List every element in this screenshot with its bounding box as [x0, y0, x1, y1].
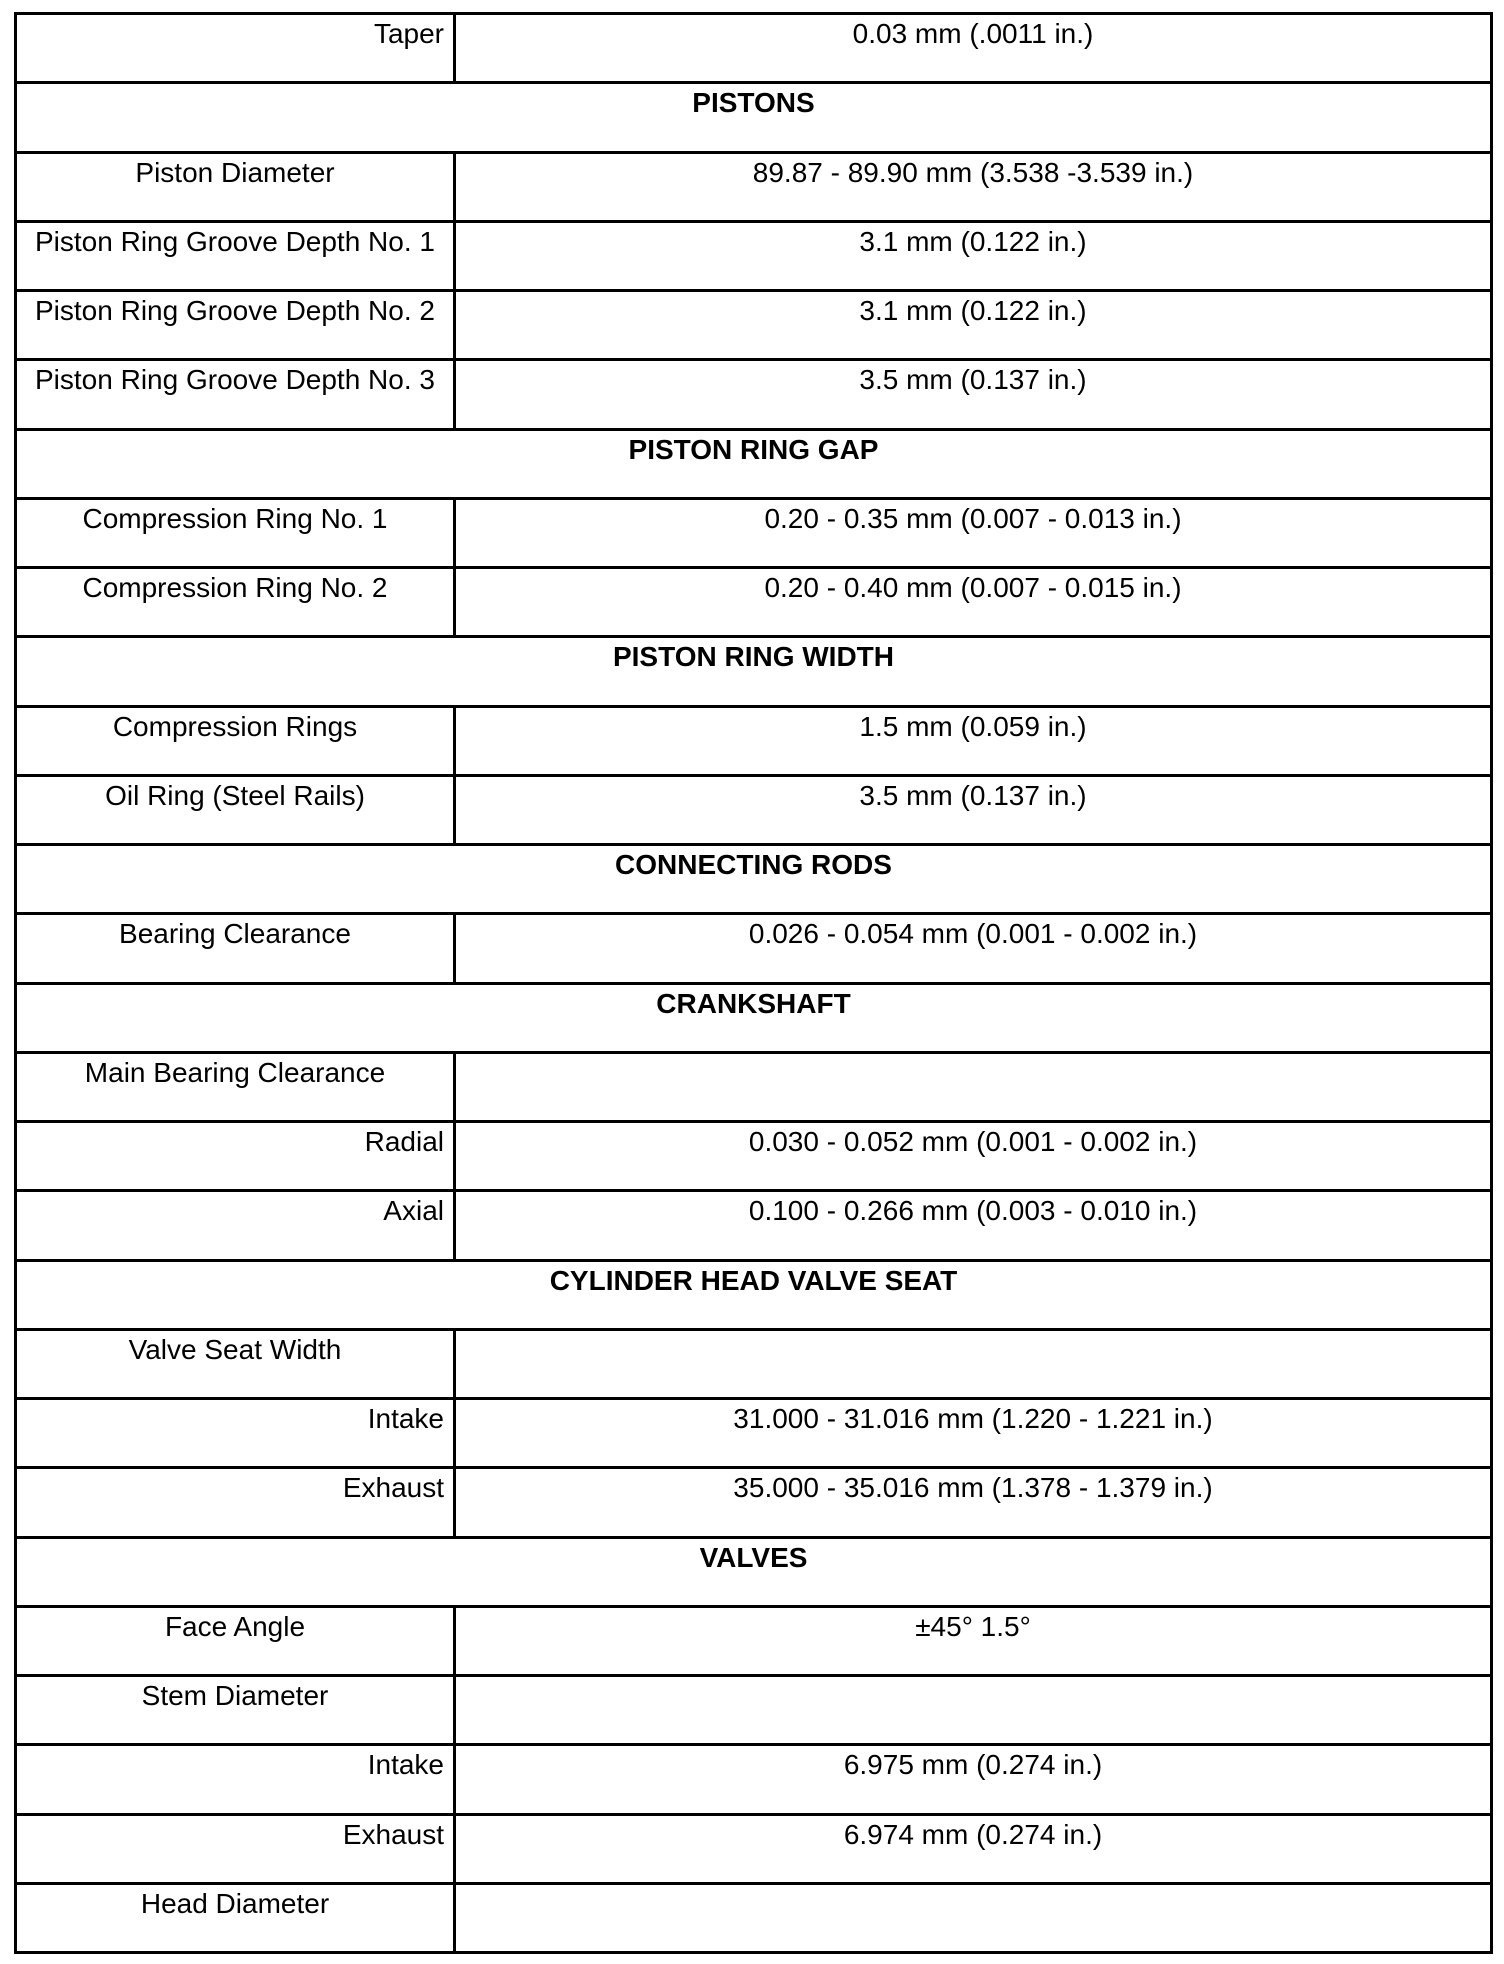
spec-value: 0.030 - 0.052 mm (0.001 - 0.002 in.)	[748, 1126, 1198, 1157]
spec-row	[16, 1676, 1492, 1745]
spec-row	[16, 498, 1492, 567]
section-title-text: CRANKSHAFT	[656, 987, 851, 1019]
spec-value: 35.000 - 35.016 mm (1.378 - 1.379 in.)	[733, 1472, 1213, 1504]
spec-label: Piston Diameter	[135, 156, 335, 188]
section-title	[16, 845, 1492, 914]
spec-value-cell	[455, 291, 1492, 360]
spec-label-cell	[16, 360, 455, 429]
spec-value: 0.20 - 0.35 mm (0.007 - 0.013 in.)	[764, 502, 1182, 534]
spec-label-cell	[16, 291, 455, 360]
section-title-text: CONNECTING RODS	[615, 849, 892, 880]
spec-label: Piston Ring Groove Depth No. 1	[35, 225, 435, 257]
spec-row	[16, 568, 1492, 637]
spec-value-cell	[455, 1606, 1492, 1675]
section-header-row	[16, 429, 1492, 498]
section-title-text: PISTON RING WIDTH	[612, 641, 895, 673]
spec-value: 0.100 - 0.266 mm (0.003 - 0.010 in.)	[748, 1195, 1198, 1227]
spec-table-body	[16, 14, 1492, 1953]
section-header-row	[16, 1537, 1492, 1606]
spec-label: Oil Ring (Steel Rails)	[105, 779, 365, 811]
spec-label: Radial	[364, 1126, 444, 1157]
spec-label: Axial	[383, 1195, 444, 1227]
spec-label-cell	[16, 568, 455, 637]
spec-value-cell	[455, 914, 1492, 983]
spec-value-cell	[455, 1191, 1492, 1260]
spec-row	[16, 1883, 1492, 1952]
spec-label: Compression Rings	[112, 710, 358, 742]
spec-label: Stem Diameter	[141, 1680, 329, 1711]
spec-value-cell	[455, 706, 1492, 775]
spec-value: 0.03 mm (.0011 in.)	[852, 18, 1094, 49]
spec-value	[456, 1677, 1490, 1680]
section-title-text: PISTON RING GAP	[628, 433, 879, 465]
spec-label: Valve Seat Width	[128, 1333, 342, 1365]
spec-value-cell	[455, 1468, 1492, 1537]
section-title	[16, 83, 1492, 152]
section-title-text: CYLINDER HEAD VALVE SEAT	[549, 1264, 958, 1296]
spec-value-cell	[455, 775, 1492, 844]
spec-row	[16, 360, 1492, 429]
section-header-row	[16, 637, 1492, 706]
spec-value: 1.5 mm (0.059 in.)	[859, 710, 1087, 742]
spec-row	[16, 1191, 1492, 1260]
spec-label-cell	[16, 775, 455, 844]
spec-table	[14, 12, 1493, 1954]
spec-row	[16, 1745, 1492, 1814]
spec-label-cell	[16, 1745, 455, 1814]
section-title	[16, 1537, 1492, 1606]
spec-label: Intake	[367, 1403, 444, 1434]
spec-label-cell	[16, 1052, 455, 1121]
section-title-text: PISTONS	[692, 87, 815, 119]
spec-value-cell	[455, 1745, 1492, 1814]
spec-row	[16, 1399, 1492, 1468]
spec-value: ±45° 1.5°	[915, 1610, 1031, 1642]
spec-value-cell	[455, 14, 1492, 83]
section-title	[16, 429, 1492, 498]
spec-value: 6.975 mm (0.274 in.)	[843, 1749, 1103, 1781]
spec-value	[456, 1054, 1490, 1057]
spec-row	[16, 914, 1492, 983]
spec-label: Head Diameter	[140, 1887, 330, 1919]
spec-label-cell	[16, 1468, 455, 1537]
spec-value-cell	[455, 221, 1492, 290]
spec-value: 89.87 - 89.90 mm (3.538 -3.539 in.)	[752, 156, 1194, 188]
spec-value	[456, 1885, 1490, 1888]
spec-value-cell	[455, 498, 1492, 567]
spec-label-cell	[16, 1399, 455, 1468]
section-header-row	[16, 983, 1492, 1052]
spec-value-cell	[455, 1329, 1492, 1398]
spec-value: 3.1 mm (0.122 in.)	[859, 225, 1087, 257]
spec-label-cell	[16, 1122, 455, 1191]
spec-label: Taper	[373, 18, 444, 49]
spec-label-cell	[16, 914, 455, 983]
spec-row	[16, 1329, 1492, 1398]
spec-label: Face Angle	[164, 1610, 306, 1642]
spec-label: Bearing Clearance	[119, 918, 351, 950]
spec-value-cell	[455, 568, 1492, 637]
spec-value: 31.000 - 31.016 mm (1.220 - 1.221 in.)	[733, 1403, 1213, 1434]
spec-label: Exhaust	[342, 1818, 444, 1850]
spec-label-cell	[16, 1814, 455, 1883]
spec-value: 0.026 - 0.054 mm (0.001 - 0.002 in.)	[748, 918, 1198, 950]
spec-row	[16, 1122, 1492, 1191]
spec-label-cell	[16, 1676, 455, 1745]
spec-label-cell	[16, 221, 455, 290]
spec-label-cell	[16, 1606, 455, 1675]
spec-row	[16, 706, 1492, 775]
spec-label-cell	[16, 706, 455, 775]
spec-row	[16, 14, 1492, 83]
spec-row	[16, 775, 1492, 844]
spec-value-cell	[455, 1399, 1492, 1468]
spec-label-cell	[16, 152, 455, 221]
spec-label: Exhaust	[342, 1472, 444, 1504]
spec-label-cell	[16, 1883, 455, 1952]
spec-value: 0.20 - 0.40 mm (0.007 - 0.015 in.)	[764, 572, 1182, 603]
spec-value: 3.1 mm (0.122 in.)	[859, 295, 1087, 326]
spec-value: 6.974 mm (0.274 in.)	[843, 1818, 1103, 1850]
spec-row	[16, 1468, 1492, 1537]
spec-value-cell	[455, 1052, 1492, 1121]
spec-label-cell	[16, 1329, 455, 1398]
spec-row	[16, 221, 1492, 290]
section-title	[16, 1260, 1492, 1329]
spec-label: Main Bearing Clearance	[84, 1056, 386, 1088]
spec-value-cell	[455, 152, 1492, 221]
section-title-text: VALVES	[699, 1541, 808, 1573]
spec-value-cell	[455, 360, 1492, 429]
spec-label: Piston Ring Groove Depth No. 3	[35, 364, 435, 396]
spec-row	[16, 291, 1492, 360]
section-header-row	[16, 845, 1492, 914]
spec-value-cell	[455, 1814, 1492, 1883]
section-header-row	[16, 83, 1492, 152]
spec-label-cell	[16, 498, 455, 567]
spec-value-cell	[455, 1122, 1492, 1191]
spec-label: Intake	[367, 1749, 444, 1781]
spec-row	[16, 1606, 1492, 1675]
spec-value-cell	[455, 1883, 1492, 1952]
spec-value: 3.5 mm (0.137 in.)	[859, 779, 1087, 811]
spec-value: 3.5 mm (0.137 in.)	[859, 364, 1087, 396]
spec-label-cell	[16, 1191, 455, 1260]
spec-row	[16, 1052, 1492, 1121]
spec-label: Compression Ring No. 2	[82, 572, 388, 603]
spec-value	[456, 1331, 1490, 1334]
spec-value-cell	[455, 1676, 1492, 1745]
spec-label-cell	[16, 14, 455, 83]
section-title	[16, 983, 1492, 1052]
spec-row	[16, 152, 1492, 221]
spec-label: Compression Ring No. 1	[82, 502, 388, 534]
spec-row	[16, 1814, 1492, 1883]
section-header-row	[16, 1260, 1492, 1329]
spec-label: Piston Ring Groove Depth No. 2	[35, 295, 435, 326]
section-title	[16, 637, 1492, 706]
